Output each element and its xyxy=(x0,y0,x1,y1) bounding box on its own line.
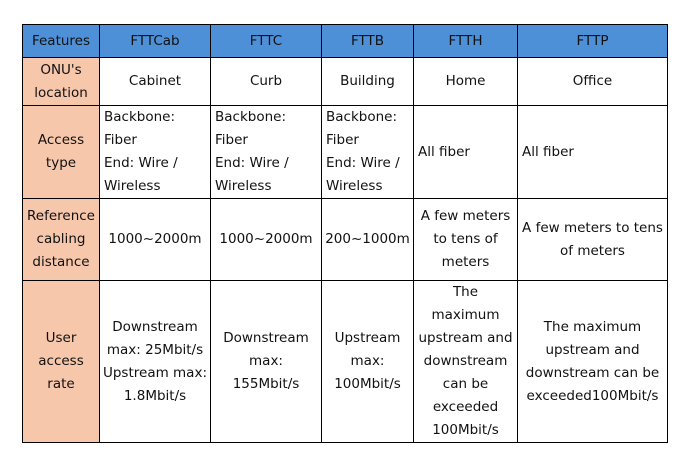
table-cell: All fiber xyxy=(518,106,668,199)
header-fttp: FTTP xyxy=(518,25,668,58)
table-cell: Upstream max: 100Mbit/s xyxy=(322,281,414,443)
row-label: User access rate xyxy=(23,281,100,443)
header-fttb: FTTB xyxy=(322,25,414,58)
table-row-access-type xyxy=(23,106,668,199)
table-cell: All fiber xyxy=(414,106,518,199)
header-fttcab: FTTCab xyxy=(100,25,211,58)
header-fttc: FTTC xyxy=(211,25,322,58)
table-cell: Building xyxy=(322,58,414,106)
table-cell: A few meters to tens of meters xyxy=(414,199,518,281)
table-cell: Office xyxy=(518,58,668,106)
table-cell: The maximum upstream and downstream can be exceeded100Mbit/s xyxy=(518,281,668,443)
table-cell: The maximum upstream and downstream can be exceeded 100Mbit/s xyxy=(414,281,518,443)
row-label: Access type xyxy=(23,106,100,199)
header-features: Features xyxy=(23,25,100,58)
table-row-cabling-distance xyxy=(23,199,668,281)
row-label: Reference cabling distance xyxy=(23,199,100,281)
table-row-onu-location xyxy=(23,58,668,106)
row-label: ONU's location xyxy=(23,58,100,106)
table-cell: Downstream max: 155Mbit/s xyxy=(211,281,322,443)
table-cell: A few meters to tens of meters xyxy=(518,199,668,281)
table-cell: Cabinet xyxy=(100,58,211,106)
table-cell: Backbone: Fiber End: Wire / Wireless xyxy=(211,106,322,199)
header-row xyxy=(23,25,668,58)
table-row-access-rate xyxy=(23,281,668,443)
table-cell: 1000~2000m xyxy=(211,199,322,281)
table-cell: Backbone: Fiber End: Wire / Wireless xyxy=(100,106,211,199)
table-cell: 1000~2000m xyxy=(100,199,211,281)
table-cell: Curb xyxy=(211,58,322,106)
table-cell: Downstream max: 25Mbit/s Upstream max: 1.8Mbit/s xyxy=(100,281,211,443)
comparison-table xyxy=(22,24,668,443)
table-cell: Backbone: Fiber End: Wire / Wireless xyxy=(322,106,414,199)
header-ftth: FTTH xyxy=(414,25,518,58)
table-cell: Home xyxy=(414,58,518,106)
table-cell: 200~1000m xyxy=(322,199,414,281)
